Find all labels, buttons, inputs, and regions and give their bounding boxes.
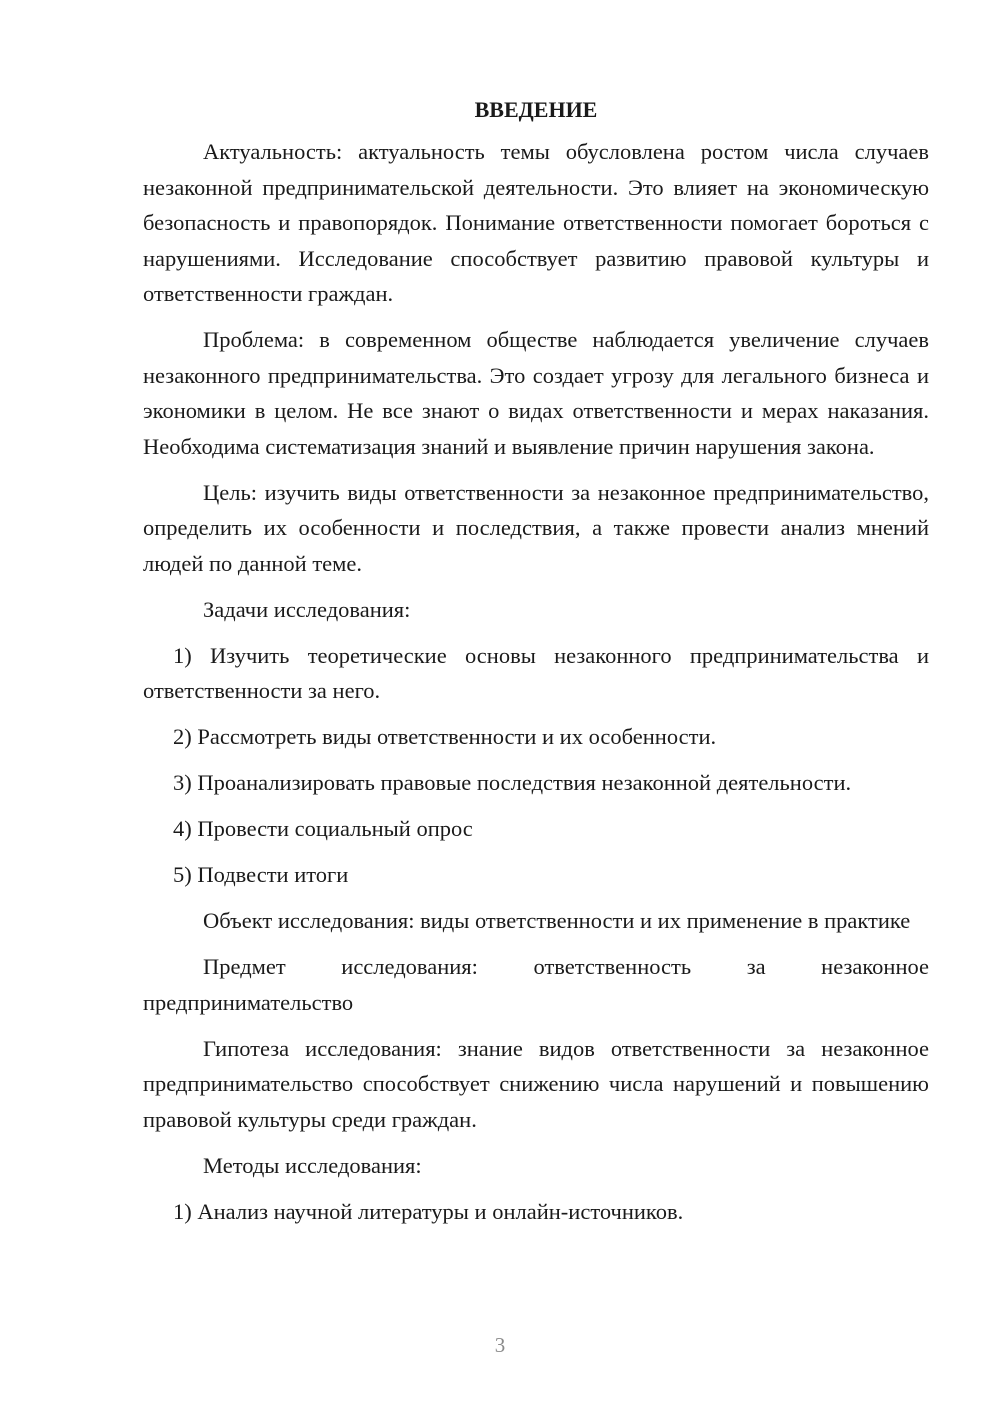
paragraph-object: Объект исследования: виды ответственности и их применение в практике [203, 908, 911, 933]
task-item-5: 5) Подвести итоги [173, 862, 349, 887]
paragraph-problem: Проблема: в современном обществе наблюдается увеличение случаев незаконного предпринимательства. Это создает угрозу для легального бизнеса и экономики в целом. Не все знают о видах ответственности и мерах наказания. Необходима систематизация знаний и выявление причин нарушения закона. [143, 327, 929, 459]
paragraph-goal: Цель: изучить виды ответственности за незаконное предпринимательство, определить их особенности и последствия, а также провести анализ мнений людей по данной теме. [143, 479, 929, 576]
document-page [143, 92, 929, 1240]
task-item-4: 4) Провести социальный опрос [173, 816, 473, 841]
section-title: ВВЕДЕНИЕ [474, 97, 598, 122]
paragraph-relevance: Актуальность: актуальность темы обусловлена ростом числа случаев незаконной предпринимательской деятельности. Это влияет на экономическую безопасность и правопорядок. Понимание ответственности помогает бороться с нарушениями. Исследование способствует развитию правовой культуры и ответственности граждан. [143, 139, 929, 306]
task-item-2: 2) Рассмотреть виды ответственности и их особенности. [173, 724, 717, 749]
task-item-1: 1) Изучить теоретические основы незаконного предпринимательства и ответственности за него. [143, 642, 929, 703]
task-item-3: 3) Проанализировать правовые последствия незаконной деятельности. [173, 770, 852, 795]
paragraph-methods-heading: Методы исследования: [203, 1152, 422, 1178]
method-item-1: 1) Анализ научной литературы и онлайн-источников. [173, 1198, 684, 1224]
paragraph-hypothesis: Гипотеза исследования: знание видов ответственности за незаконное предпринимательство способствует снижению числа нарушений и повышению правовой культуры среди граждан. [143, 1035, 929, 1132]
paragraph-subject: Предмет исследования: ответственность за незаконное предпринимательство [143, 954, 929, 1015]
page-number: 3 [494, 1333, 506, 1357]
paragraph-tasks-heading: Задачи исследования: [203, 596, 411, 622]
